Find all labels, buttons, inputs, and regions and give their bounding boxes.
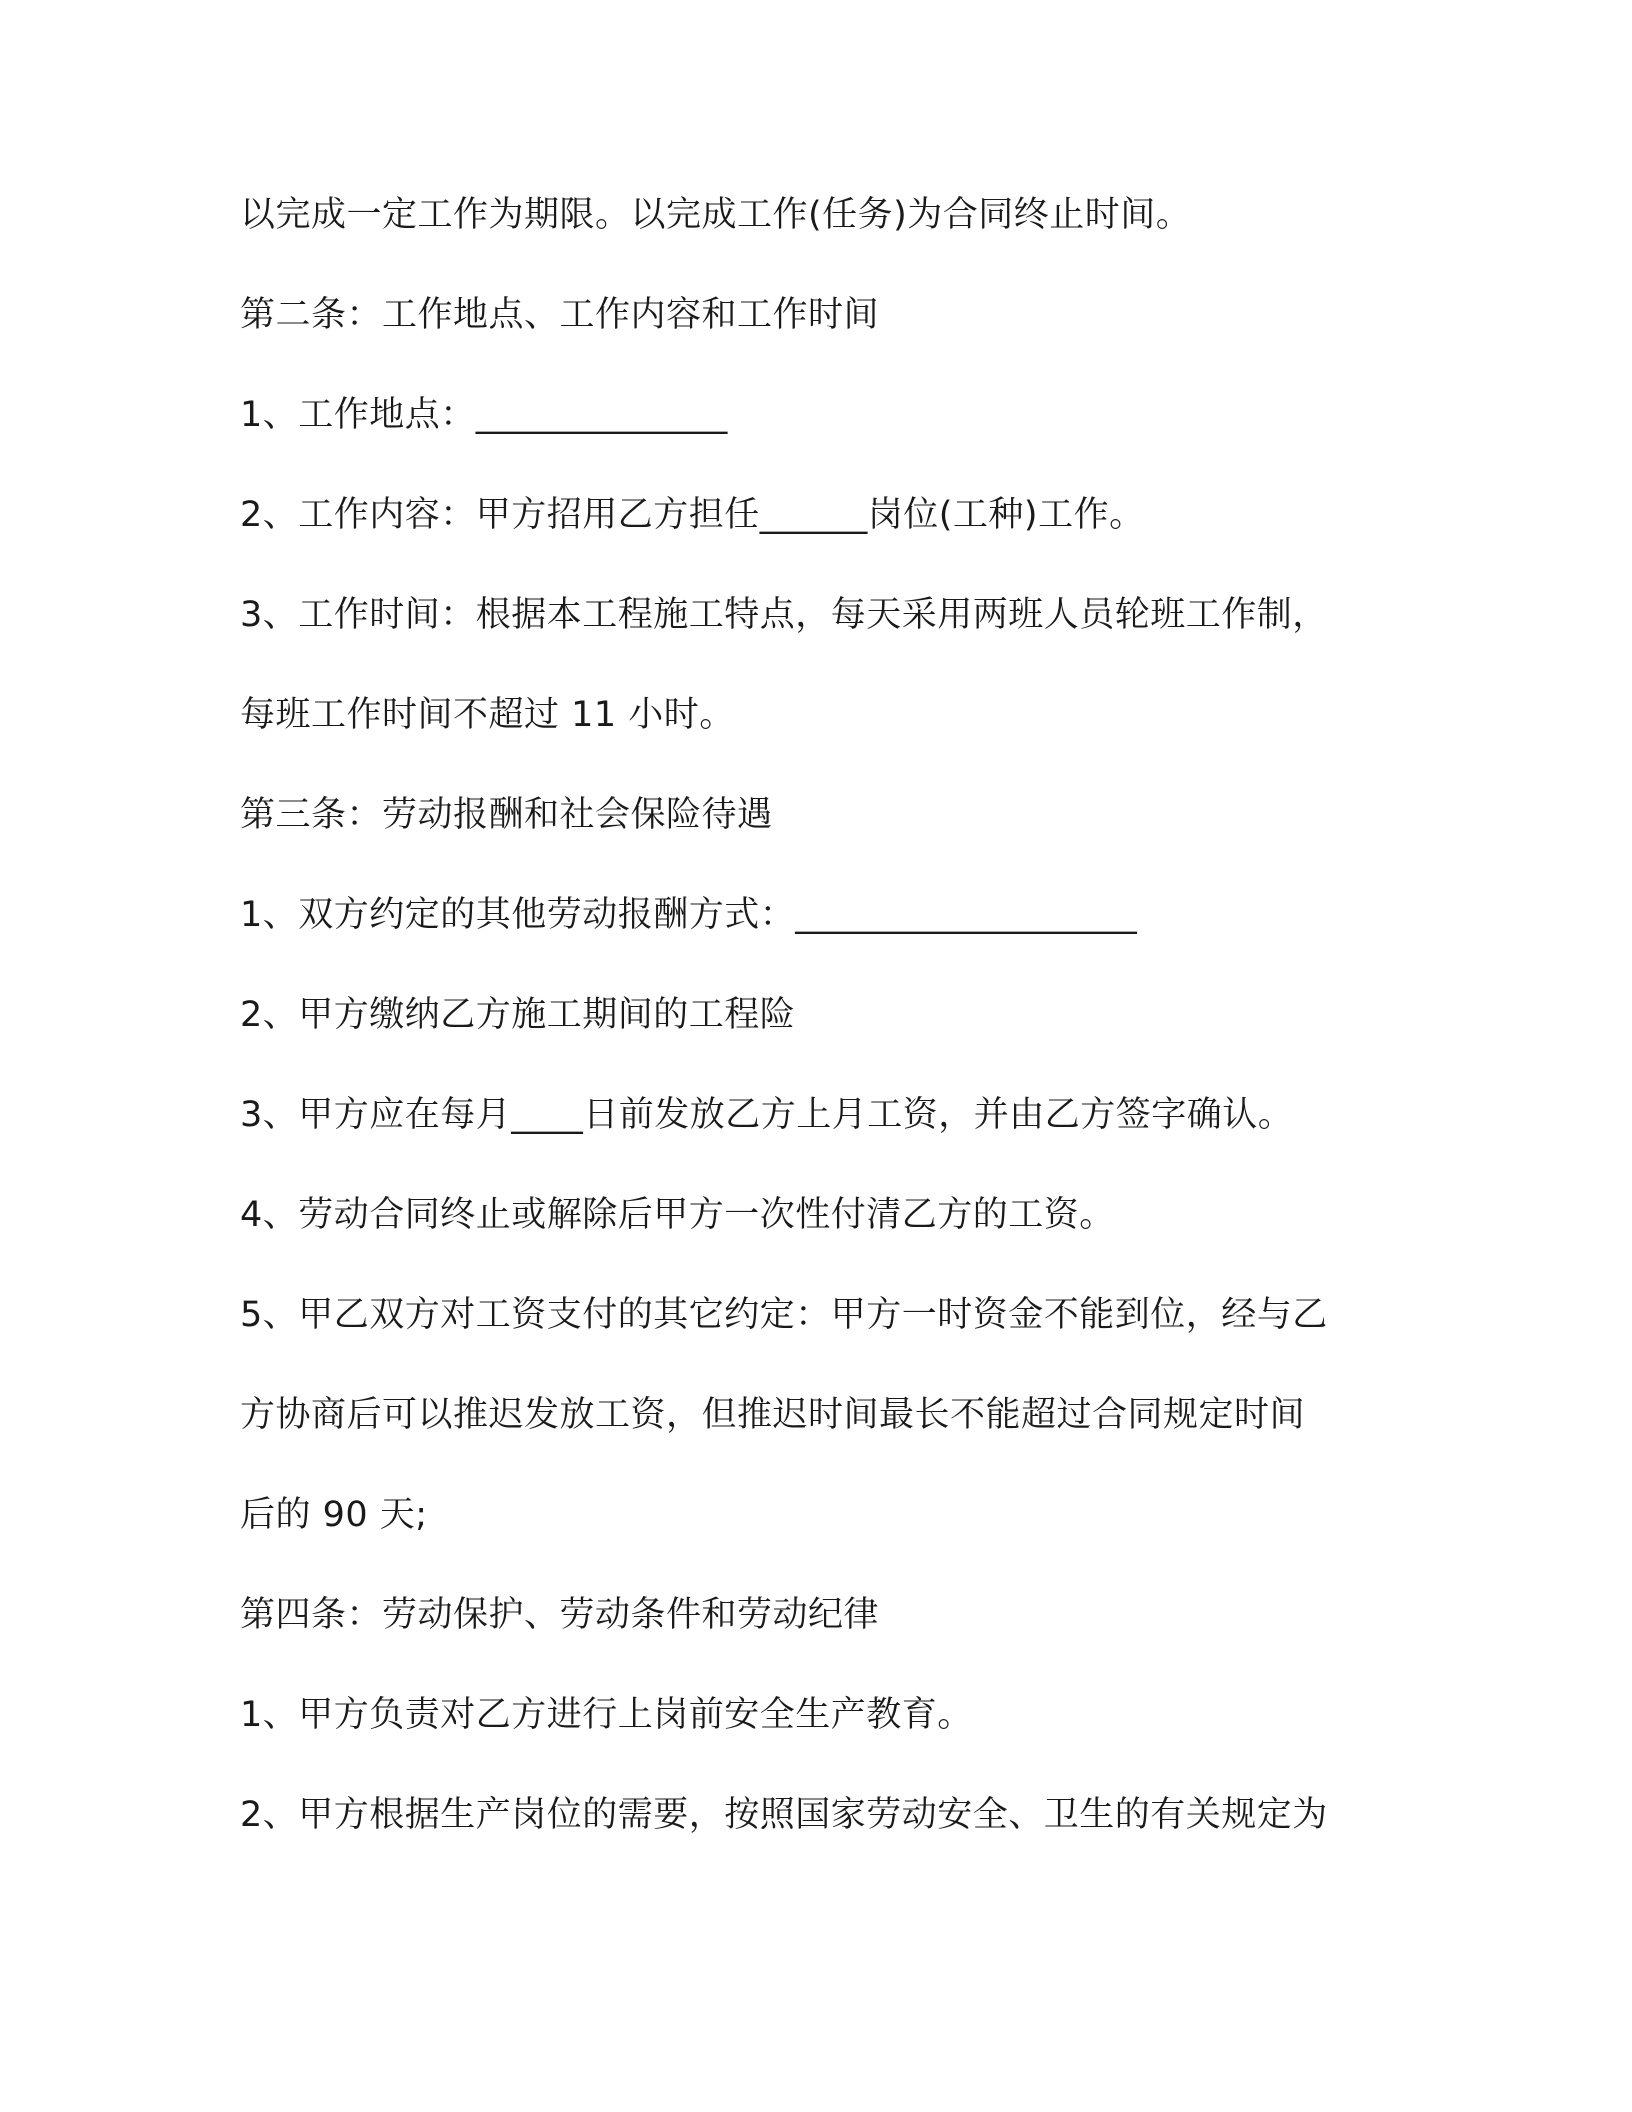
section-heading: 第二条：工作地点、工作内容和工作时间 <box>240 295 880 335</box>
text-line: 方协商后可以推迟发放工资，但推迟时间最长不能超过合同规定时间 <box>240 1395 1306 1435</box>
text-line: 1、甲方负责对乙方进行上岗前安全生产教育。 <box>240 1695 973 1735</box>
text-line: 1、双方约定的其他劳动报酬方式：___________________ <box>240 895 1138 935</box>
section-heading: 第三条：劳动报酬和社会保险待遇 <box>240 795 773 835</box>
text-line: 2、工作内容：甲方招用乙方担任______岗位(工种)工作。 <box>240 495 1145 535</box>
text-line: 4、劳动合同终止或解除后甲方一次性付清乙方的工资。 <box>240 1195 1115 1235</box>
document-body <box>240 190 1400 1890</box>
text-line: 以完成一定工作为期限。以完成工作(任务)为合同终止时间。 <box>240 195 1192 235</box>
section-heading: 第四条：劳动保护、劳动条件和劳动纪律 <box>240 1595 880 1635</box>
text-line: 3、工作时间：根据本工程施工特点，每天采用两班人员轮班工作制， <box>240 595 1328 635</box>
text-line: 3、甲方应在每月____日前发放乙方上月工资，并由乙方签字确认。 <box>240 1095 1294 1135</box>
text-line: 5、甲乙双方对工资支付的其它约定：甲方一时资金不能到位，经与乙 <box>240 1295 1328 1335</box>
text-line: 每班工作时间不超过 11 小时。 <box>240 695 735 735</box>
text-line: 1、工作地点：______________ <box>240 395 728 435</box>
text-line: 2、甲方缴纳乙方施工期间的工程险 <box>240 995 796 1035</box>
text-line: 后的 90 天; <box>240 1495 428 1535</box>
text-line: 2、甲方根据生产岗位的需要，按照国家劳动安全、卫生的有关规定为 <box>240 1795 1328 1835</box>
